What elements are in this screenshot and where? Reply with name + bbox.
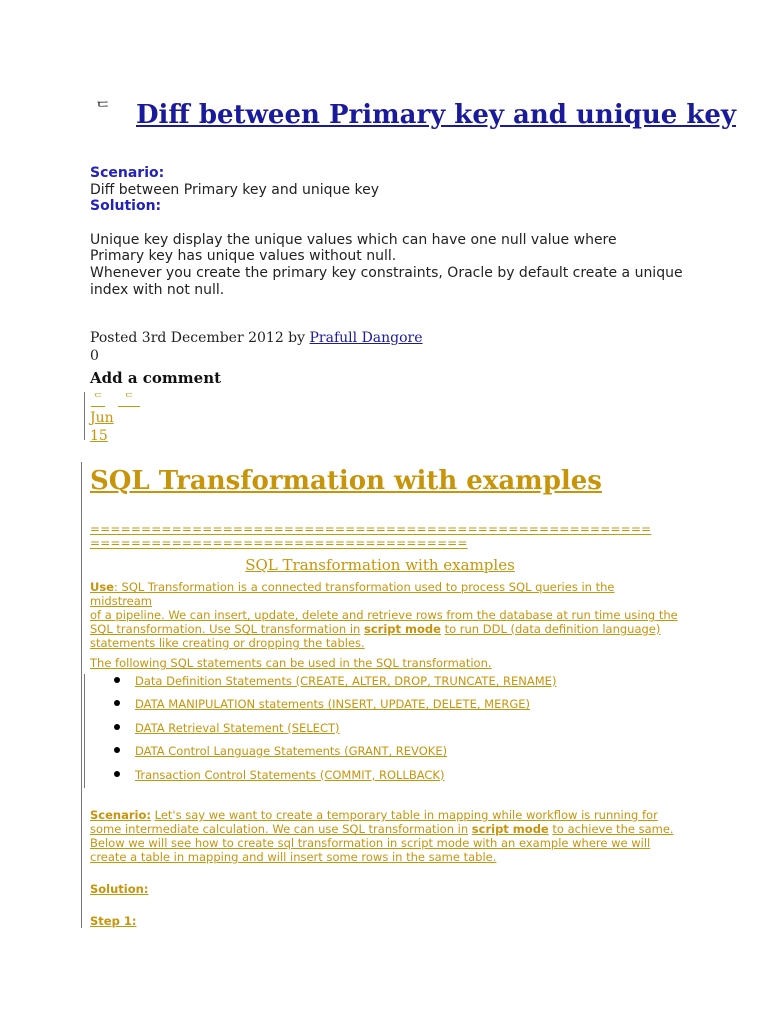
scenario-text-2: some intermediate calculation. We can use SQL transformation in bbox=[90, 822, 469, 836]
date-day[interactable]: 15 bbox=[90, 428, 108, 444]
share-icons[interactable] bbox=[91, 390, 140, 407]
separator-line-2: ===================================== bbox=[90, 536, 468, 550]
solution-line-4: index with not null. bbox=[90, 282, 225, 298]
scenario-text-1: Let's say we want to create a temporary table in mapping while workflow is running for bbox=[154, 808, 658, 822]
list-item-text: DATA Retrieval Statement (SELECT) bbox=[135, 720, 340, 735]
list-left-border bbox=[84, 674, 85, 788]
post-left-border bbox=[81, 462, 82, 928]
scenario-text-3: to achieve the same. bbox=[552, 822, 674, 836]
use-text-1: : SQL Transformation is a connected transformation used to process SQL queries in the midstream bbox=[90, 580, 615, 608]
scenario-paragraph[interactable] bbox=[90, 808, 680, 864]
bullet-icon bbox=[114, 771, 120, 777]
list-item-text: Transaction Control Statements (COMMIT, ROLLBACK) bbox=[135, 767, 445, 782]
list-item-text: Data Definition Statements (CREATE, ALTER, DROP, TRUNCATE, RENAME) bbox=[135, 674, 557, 688]
use-paragraph[interactable] bbox=[90, 580, 680, 650]
solution-line-1: Unique key display the unique values which can have one null value where bbox=[90, 232, 617, 248]
bullet-icon bbox=[114, 747, 120, 753]
post-title[interactable]: Diff between Primary key and unique key bbox=[136, 100, 737, 130]
scenario-text-4: Below we will see how to create sql transformation in script mode with an example where we will bbox=[90, 836, 651, 850]
post-title-sql[interactable]: SQL Transformation with examples bbox=[90, 466, 602, 496]
scenario-label-sql: Scenario: bbox=[90, 808, 151, 822]
statements-intro[interactable]: The following SQL statements can be used in the SQL transformation. bbox=[90, 656, 492, 670]
comment-count[interactable]: 0 bbox=[90, 348, 99, 364]
solution-line-3: Whenever you create the primary key constraints, Oracle by default create a unique bbox=[90, 265, 683, 281]
list-item-text: DATA Control Language Statements (GRANT, REVOKE) bbox=[135, 744, 448, 759]
solution-label: Solution: bbox=[90, 198, 162, 214]
share-icon-2[interactable]: ᄃ bbox=[118, 390, 140, 407]
solution-line-2: Primary key has unique values without null. bbox=[90, 248, 397, 264]
list-item-text: DATA MANIPULATION statements (INSERT, UPDATE, DELETE, MERGE) bbox=[135, 697, 530, 712]
bullet-icon bbox=[114, 677, 120, 683]
use-script-mode: script mode bbox=[363, 622, 441, 636]
post-subtitle[interactable]: SQL Transformation with examples bbox=[245, 556, 515, 574]
date-month[interactable]: Jun bbox=[90, 410, 114, 426]
posted-byline bbox=[90, 330, 423, 346]
author-link[interactable]: Prafull Dangore bbox=[309, 330, 423, 346]
scenario-text-5: create a table in mapping and will insert some rows in the same table. bbox=[90, 850, 497, 864]
bookmark-glyph-icon: ᄃ bbox=[94, 100, 112, 121]
bullet-icon bbox=[114, 700, 120, 706]
scenario-label: Scenario: bbox=[90, 165, 165, 181]
use-text-4: to run DDL (data definition language) bbox=[444, 622, 661, 636]
post-divider-line bbox=[84, 392, 85, 440]
step-1-label[interactable]: Step 1: bbox=[90, 914, 137, 928]
scenario-script-mode: script mode bbox=[471, 822, 549, 836]
use-text-3: SQL transformation. Use SQL transformation in bbox=[90, 622, 361, 636]
add-comment-link[interactable]: Add a comment bbox=[90, 369, 222, 387]
posted-prefix: Posted 3rd December 2012 by bbox=[90, 330, 306, 346]
use-text-2: of a pipeline. We can insert, update, delete and retrieve rows from the database at run time using the bbox=[90, 608, 678, 622]
solution-label-sql[interactable]: Solution: bbox=[90, 882, 149, 896]
bullet-icon bbox=[114, 724, 120, 730]
separator-line-1: ======================================================= bbox=[90, 522, 652, 536]
use-text-5: statements like creating or dropping the tables. bbox=[90, 636, 365, 650]
use-label: Use bbox=[90, 580, 114, 594]
scenario-text: Diff between Primary key and unique key bbox=[90, 182, 380, 198]
share-icon-1[interactable]: ᄃ bbox=[92, 392, 104, 405]
